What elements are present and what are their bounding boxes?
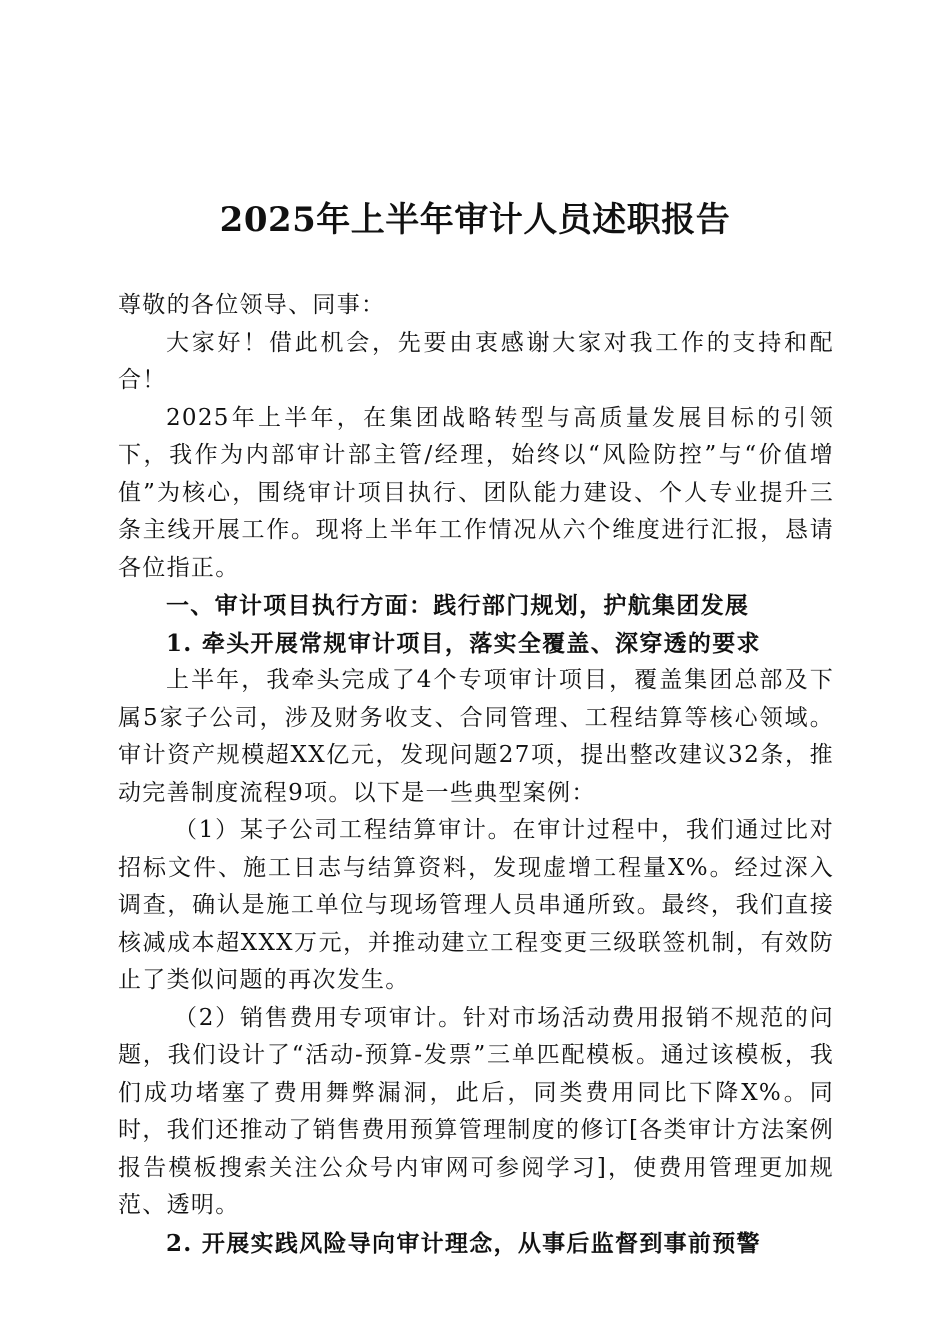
document-body: [118, 287, 834, 1262]
subsection-1-paragraph: 上半年，我牵头完成了4个专项审计项目，覆盖集团总部及下属5家子公司，涉及财务收支、合同管理、工程结算等核心领域。审计资产规模超XX亿元，发现问题27项，提出整改建议32条，推动完善制度流程9项。以下是一些典型案例：: [118, 667, 834, 806]
subsection-2-heading: 2. 开展实践风险导向审计理念，从事后监督到事前预警: [166, 1229, 761, 1257]
subsection-1-heading: 1. 牵头开展常规审计项目，落实全覆盖、深穿透的要求: [166, 629, 761, 657]
greeting-paragraph: 大家好！借此机会，先要由衷感谢大家对我工作的支持和配合！: [118, 329, 834, 393]
section-1-heading: 一、审计项目执行方面：践行部门规划，护航集团发展: [166, 592, 750, 619]
case-1-paragraph: （1）某子公司工程结算审计。在审计过程中，我们通过比对招标文件、施工日志与结算资料，发现虚增工程量X%。经过深入调查，确认是施工单位与现场管理人员串通所致。最终，我们直接核减成本超XXX万元，并推动建立工程变更三级联签机制，有效防止了类似问题的再次发生。: [118, 817, 834, 993]
salutation: 尊敬的各位领导、同事：: [118, 292, 386, 318]
intro-paragraph: 2025年上半年，在集团战略转型与高质量发展目标的引领下，我作为内部审计部主管/经理，始终以“风险防控”与“价值增值”为核心，围绕审计项目执行、团队能力建设、个人专业提升三条主线开展工作。现将上半年工作情况从六个维度进行汇报，恳请各位指正。: [118, 404, 834, 581]
document-title: 2025年上半年审计人员述职报告: [219, 200, 731, 240]
case-2-paragraph: （2）销售费用专项审计。针对市场活动费用报销不规范的问题，我们设计了“活动-预算-发票”三单匹配模板。通过该模板，我们成功堵塞了费用舞弊漏洞，此后，同类费用同比下降X%。同时，我们还推动了销售费用预算管理制度的修订[各类审计方法案例报告模板搜索关注公众号内审网可参阅学习]，使费用管理更加规范、透明。: [118, 1004, 834, 1218]
